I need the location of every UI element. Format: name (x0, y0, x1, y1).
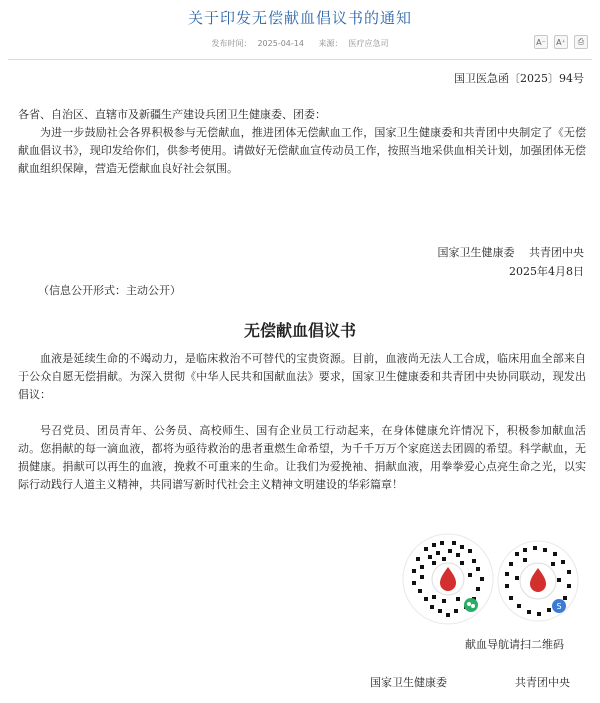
article-meta (0, 38, 600, 49)
print-button[interactable]: ⎙ (574, 35, 588, 49)
wechat-qr-code[interactable] (402, 533, 494, 625)
proposal-paragraph-1: 血液是延续生命的不竭动力，是临床救治不可替代的宝贵资源。目前，血液尚无法人工合成，临床用血全部来自于公众自愿无偿捐献。为深入贯彻《中华人民共和国献血法》要求，国家卫生健康委和共青团中央协同联动，现发出倡议： (18, 352, 586, 401)
miniapp-qr-code[interactable] (497, 540, 579, 622)
wechat-icon (464, 598, 478, 612)
disclosure-form: （信息公开形式：主动公开） (38, 284, 181, 297)
notice-body: 为进一步鼓励社会各界积极参与无偿献血，推进团体无偿献血工作，国家卫生健康委和共青团中央制定了《无偿献血倡议书》，现印发给你们，供参考使用。请做好无偿献血宣传动员工作，按照当地采供血相关计划，加强团体无偿献血组织保障，营造无偿献血良好社会氛围。 (18, 126, 586, 175)
document-number: 国卫医急函〔2025〕94号 (454, 72, 584, 85)
proposal-heading: 无偿献血倡议书 (243, 321, 356, 340)
article-tools (534, 35, 588, 49)
proposal-paragraph-2: 号召党员、团员青年、公务员、高校师生、国有企业员工行动起来，在身体健康允许情况下，积极参加献血活动。您捐献的每一滴血液，都将为亟待救治的患者重燃生命希望，为千千万万个家庭送去团圆的希望。科学献血，无损健康。捐献可以再生的血液，挽救不可重来的生命。让我们为爱挽袖、捐献血液，用拳拳爱心点亮生命之光，以实际行动践行人道主义精神，共同谱写新时代社会主义精神文明建设的华彩篇章！ (18, 424, 586, 491)
svg-text:S: S (556, 602, 562, 611)
addressee: 各省、自治区、直辖市及新疆生产建设兵团卫生健康委、团委： (18, 108, 326, 121)
proposal-signatory-left: 国家卫生健康委 (370, 676, 447, 689)
font-increase-button[interactable]: A⁺ (554, 35, 568, 49)
publish-time: 发布时间： 2025-04-14 (211, 39, 304, 48)
notice-signatories: 国家卫生健康委 共青团中央 (437, 246, 584, 259)
font-decrease-button[interactable]: A⁻ (534, 35, 548, 49)
qr-caption: 献血导航请扫二维码 (465, 638, 564, 651)
notice-date: 2025年4月8日 (509, 265, 584, 278)
proposal-signatory-right: 共青团中央 (515, 676, 570, 689)
page-title: 关于印发无偿献血倡议书的通知 (187, 9, 412, 27)
header-divider (8, 59, 592, 60)
source: 来源： 医疗应急司 (318, 39, 389, 48)
